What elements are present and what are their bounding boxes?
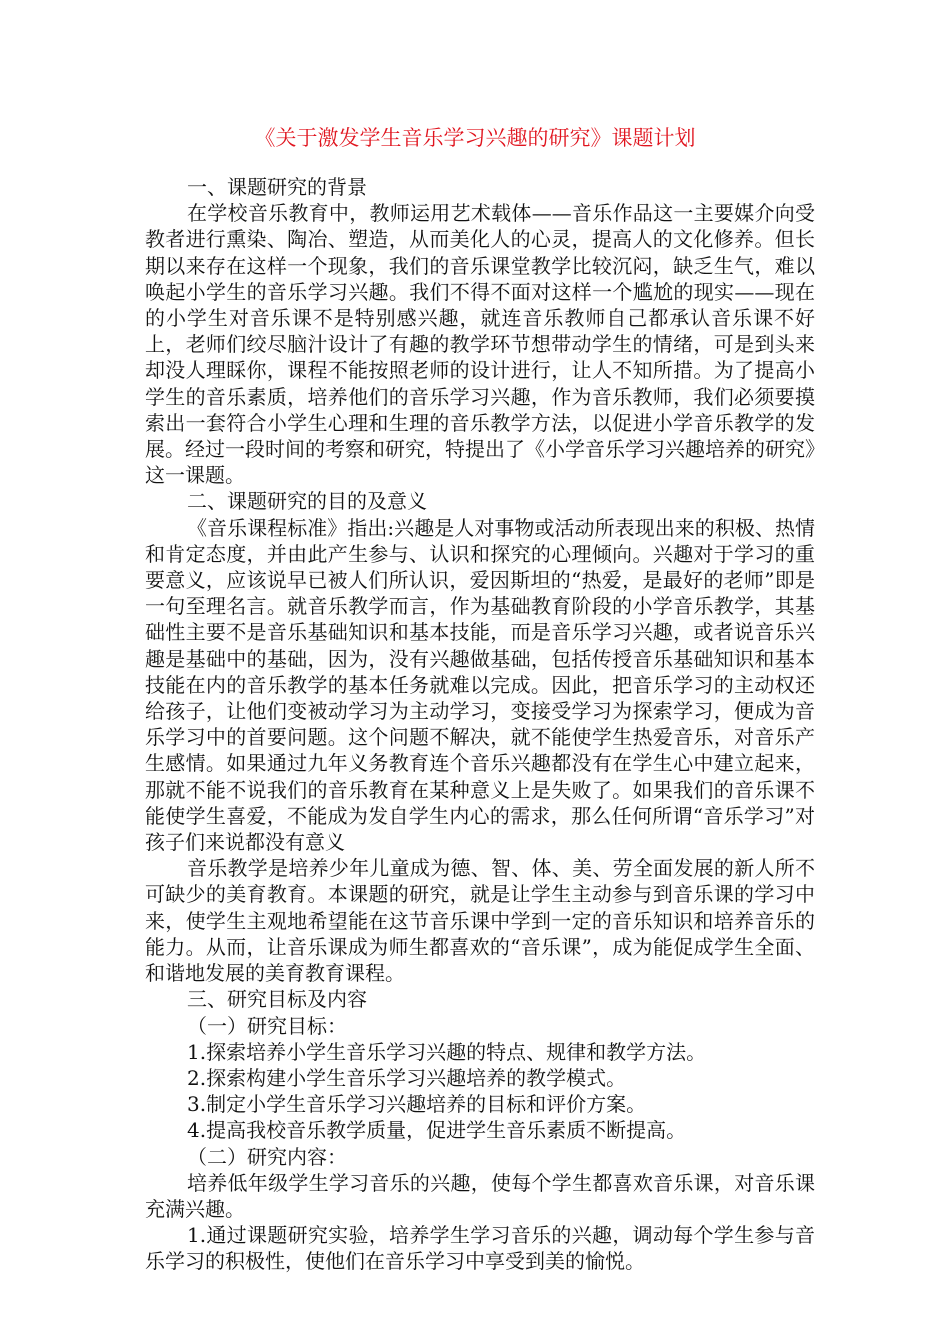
paragraph-background: 在学校音乐教育中，教师运用艺术载体——音乐作品这一主要媒介向受教者进行熏染、陶冶、塑造，从而美化人的心灵，提高人的文化修养。但长期以来存在这样一个现象，我们的音乐课堂教学比较沉闷，缺乏生气，难以唤起小学生的音乐学习兴趣。我们不得不面对这样一个尴尬的现实——现在的小学生对音乐课不是特别感兴趣，就连音乐教师自己都承认音乐课不好上，老师们绞尽脑汁设计了有趣的教学环节想带动学生的情绪，可是到头来却没人理睬你，课程不能按照老师的设计进行，让人不知所措。为了提高小学生的音乐素质，培养他们的音乐学习兴趣，作为音乐教师，我们必须要摸索出一套符合小学生心理和生理的音乐教学方法，以促进小学音乐教学的发展。经过一段时间的考察和研究，特提出了《小学音乐学习兴趣培养的研究》这一课题。 [145, 201, 815, 488]
paragraph-purpose: 《音乐课程标准》指出:兴趣是人对事物或活动所表现出来的积极、热情和肯定态度，并由此产生参与、认识和探究的心理倾向。兴趣对于学习的重要意义，应该说早已被人们所认识，爱因斯坦的“热爱，是最好的老师”即是一句至理名言。就音乐教学而言，作为基础教育阶段的小学音乐教学，其基础性主要不是音乐基础知识和基本技能，而是音乐学习兴趣，或者说音乐兴趣是基础中的基础，因为，没有兴趣做基础，包括传授音乐基础知识和基本技能在内的音乐教学的基本任务就难以完成。因此，把音乐学习的主动权还给孩子，让他们变被动学习为主动学习，变接受学习为探索学习，便成为音乐学习中的首要问题。这个问题不解决，就不能使学生热爱音乐，对音乐产生感情。如果通过九年义务教育连个音乐兴趣都没有在学生心中建立起来，那就不能不说我们的音乐教育在某种意义上是失败了。如果我们的音乐课不能使学生喜爱，不能成为发自学生内心的需求，那么任何所谓“音乐学习”对孩子们来说都没有意义 [145, 515, 815, 855]
document-body [145, 174, 815, 1275]
goal-item-1: 1.探索培养小学生音乐学习兴趣的特点、规律和教学方法。 [187, 1039, 707, 1064]
section-heading-purpose: 二、课题研究的目的及意义 [187, 489, 427, 514]
goal-item-2: 2.探索构建小学生音乐学习兴趣培养的教学模式。 [187, 1065, 627, 1090]
goal-item-3: 3.制定小学生音乐学习兴趣培养的目标和评价方案。 [187, 1092, 647, 1117]
paragraph-content-summary: 培养低年级学生学习音乐的兴趣，使每个学生都喜欢音乐课，对音乐课充满兴趣。 [145, 1170, 815, 1221]
goal-item-4: 4.提高我校音乐教学质量，促进学生音乐素质不断提高。 [187, 1118, 687, 1143]
content-item-1: 1.通过课题研究实验，培养学生学习音乐的兴趣，调动每个学生参与音乐学习的积极性，使他们在音乐学习中享受到美的愉悦。 [145, 1223, 815, 1274]
paragraph-aesthetic-education: 音乐教学是培养少年儿童成为德、智、体、美、劳全面发展的新人所不可缺少的美育教育。本课题的研究，就是让学生主动参与到音乐课的学习中来，使学生主观地希望能在这节音乐课中学到一定的音乐知识和培养音乐的能力。从而，让音乐课成为师生都喜欢的“音乐课”，成为能促成学生全面、和谐地发展的美育教育课程。 [145, 856, 815, 986]
section-heading-background: 一、课题研究的背景 [187, 175, 367, 199]
subsection-heading-content: （二）研究内容： [187, 1144, 347, 1169]
subsection-heading-goals: （一）研究目标： [187, 1013, 347, 1038]
section-heading-goals-content: 三、研究目标及内容 [187, 987, 367, 1012]
document-title: 《关于激发学生音乐学习兴趣的研究》课题计划 [254, 126, 696, 150]
